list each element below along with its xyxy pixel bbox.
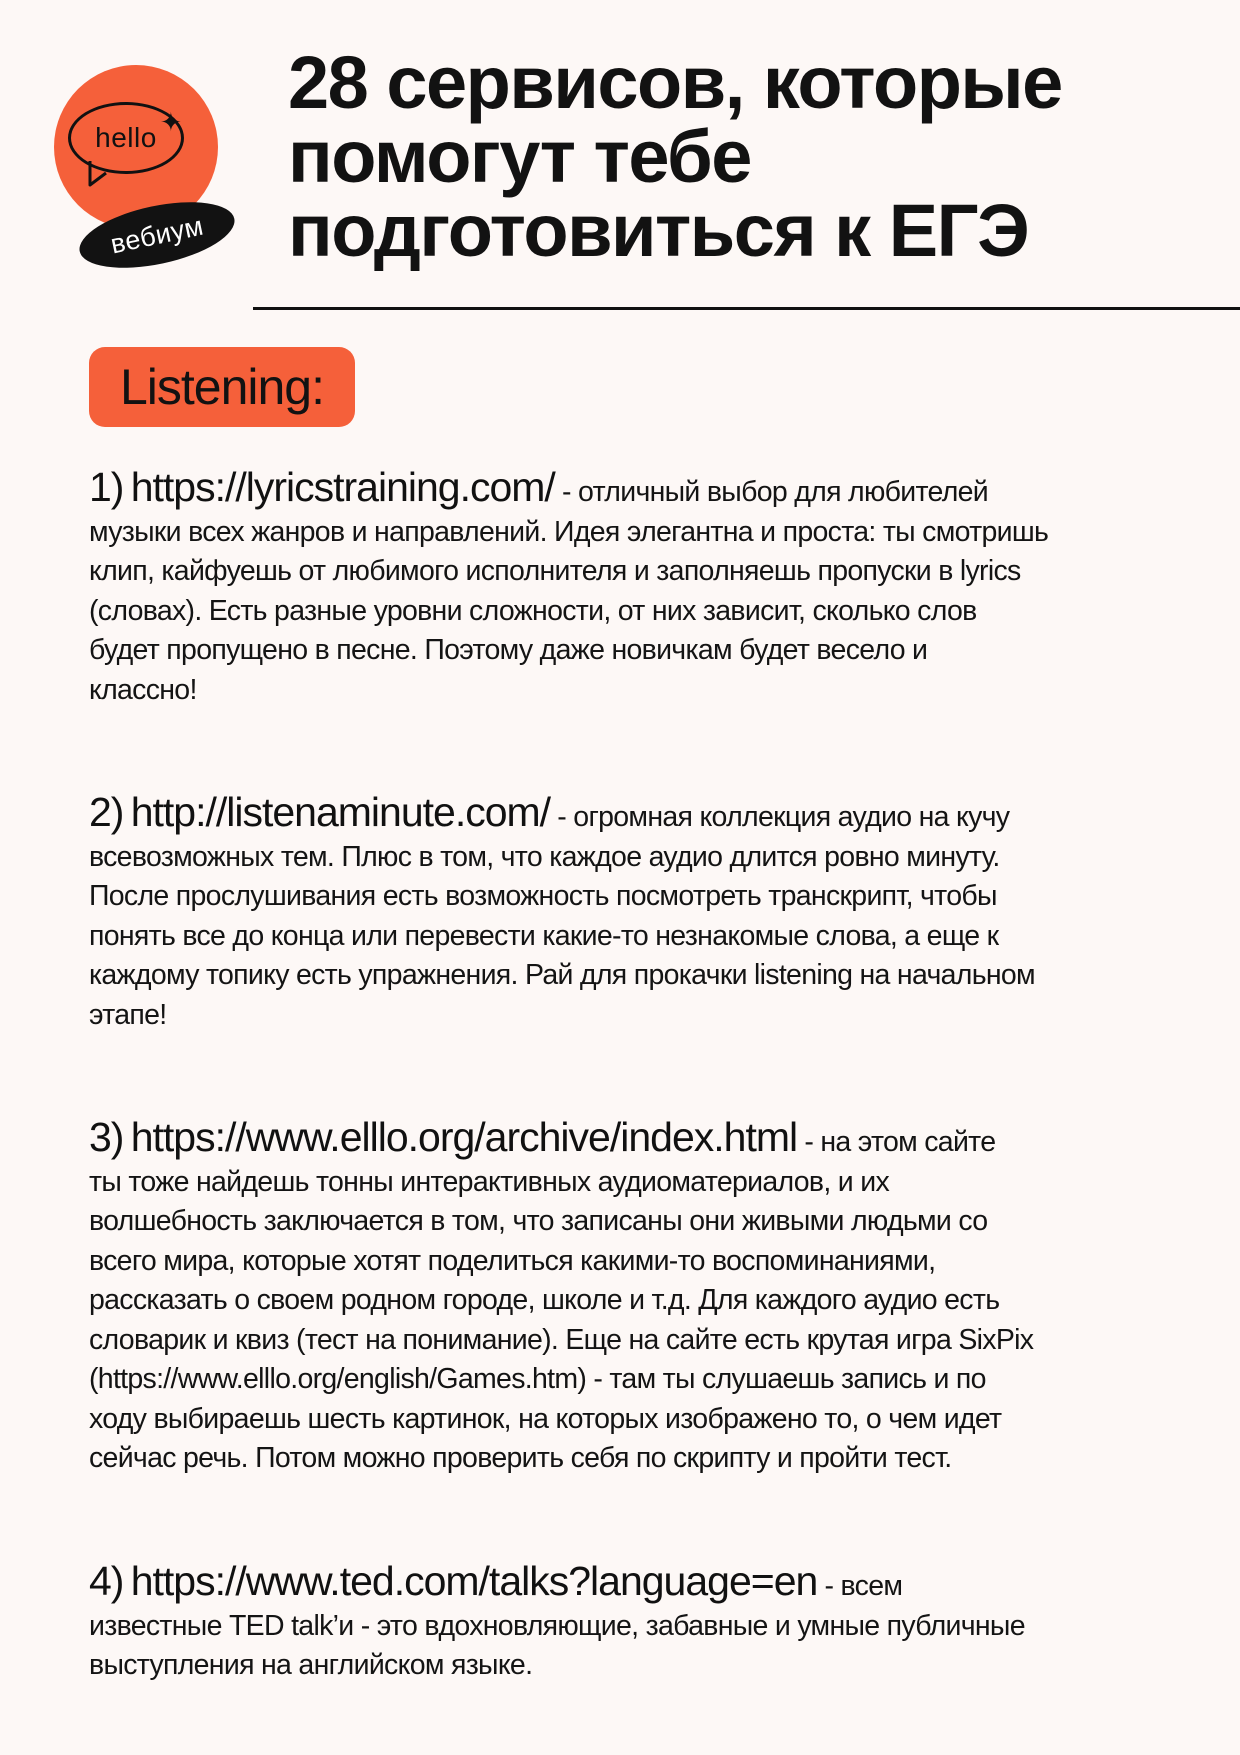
item-text: (словах). Есть разные уровни сложности, от них зависит, сколько слов — [89, 594, 977, 627]
item-text: ты тоже найдешь тонны интерактивных аудиоматериалов, и их — [89, 1165, 890, 1198]
item-text: После прослушивания есть возможность посмотреть транскрипт, чтобы — [89, 880, 997, 912]
item-text: (https://www.elllo.org/english/Games.htm) - там ты слушаешь запись и по — [89, 1363, 986, 1395]
title-divider — [253, 307, 1240, 310]
section-badge-label: Listening: — [119, 359, 325, 415]
sparkle-icon: ✦ — [160, 107, 182, 137]
title-line-2: помогут тебе — [288, 115, 751, 198]
item-link[interactable]: https://www.elllo.org/archive/index.html — [130, 1114, 798, 1160]
item-number: 1) — [89, 464, 124, 510]
item-text: выступления на английском языке. — [89, 1649, 533, 1681]
item-text: - всем — [824, 1570, 903, 1602]
item-link[interactable]: https://www.ted.com/talks?language=en — [130, 1558, 818, 1604]
item-text: всевозможных тем. Плюс в том, что каждое аудио длится ровно минуту. — [89, 840, 1000, 873]
list-item — [89, 464, 1169, 710]
item-link[interactable]: http://listenaminute.com/ — [130, 789, 551, 835]
item-text: волшебность заключается в том, что записаны они живыми людьми со — [89, 1205, 988, 1237]
item-text: клип, кайфуешь от любимого исполнителя и заполняешь пропуски в lyrics — [89, 555, 1021, 587]
item-number: 4) — [89, 1558, 124, 1604]
vebium-logo — [50, 62, 250, 272]
item-text: этапе! — [89, 998, 167, 1031]
title-line-1: 28 сервисов, которые — [288, 41, 1062, 124]
item-text: - огромная коллекция аудио на кучу — [557, 801, 1010, 833]
list-item — [89, 1558, 1169, 1686]
speech-bubble-tail-icon — [88, 161, 108, 187]
item-text: классно! — [89, 673, 197, 706]
item-text: будет пропущено в песне. Поэтому даже новичкам будет весело и — [89, 634, 928, 666]
list-item — [89, 1114, 1169, 1479]
item-text: рассказать о своем родном городе, школе и т.д. Для каждого аудио есть — [89, 1284, 1000, 1316]
item-text: - отличный выбор для любителей — [562, 476, 989, 508]
item-number: 3) — [89, 1114, 124, 1160]
item-text: сейчас речь. Потом можно проверить себя по скрипту и пройти тест. — [89, 1442, 952, 1474]
list-item-line — [89, 1114, 1169, 1163]
list-item-line — [89, 464, 1169, 513]
section-badge — [89, 347, 355, 427]
item-text: словарик и квиз (тест на понимание). Еще на сайте есть крутая игра SixPix — [89, 1323, 1034, 1356]
title-line-3: подготовиться к ЕГЭ — [288, 189, 1029, 272]
item-link[interactable]: https://lyricstraining.com/ — [130, 464, 555, 510]
item-text: музыки всех жанров и направлений. Идея элегантна и проста: ты смотришь — [89, 515, 1049, 548]
item-text: всего мира, которые хотят поделиться какими-то воспоминаниями, — [89, 1244, 936, 1277]
item-text: ходу выбираешь шесть картинок, на которых изображено то, о чем идет — [89, 1402, 1002, 1435]
item-text: каждому топику есть упражнения. Рай для прокачки listening на начальном — [89, 959, 1035, 991]
logo-hello-text: hello — [95, 122, 157, 153]
list-item-line — [89, 789, 1169, 838]
item-text: понять все до конца или перевести какие-то незнакомые слова, а еще к — [89, 919, 999, 952]
item-number: 2) — [89, 789, 124, 835]
list-item — [89, 789, 1169, 1035]
item-text: - на этом сайте — [804, 1126, 996, 1158]
item-text: известные TED talk’и - это вдохновляющие, забавные и умные публичные — [89, 1609, 1025, 1642]
page-title — [288, 41, 1208, 272]
logo-brand-text: вебиум — [107, 210, 207, 259]
list-item-line — [89, 1558, 1169, 1607]
